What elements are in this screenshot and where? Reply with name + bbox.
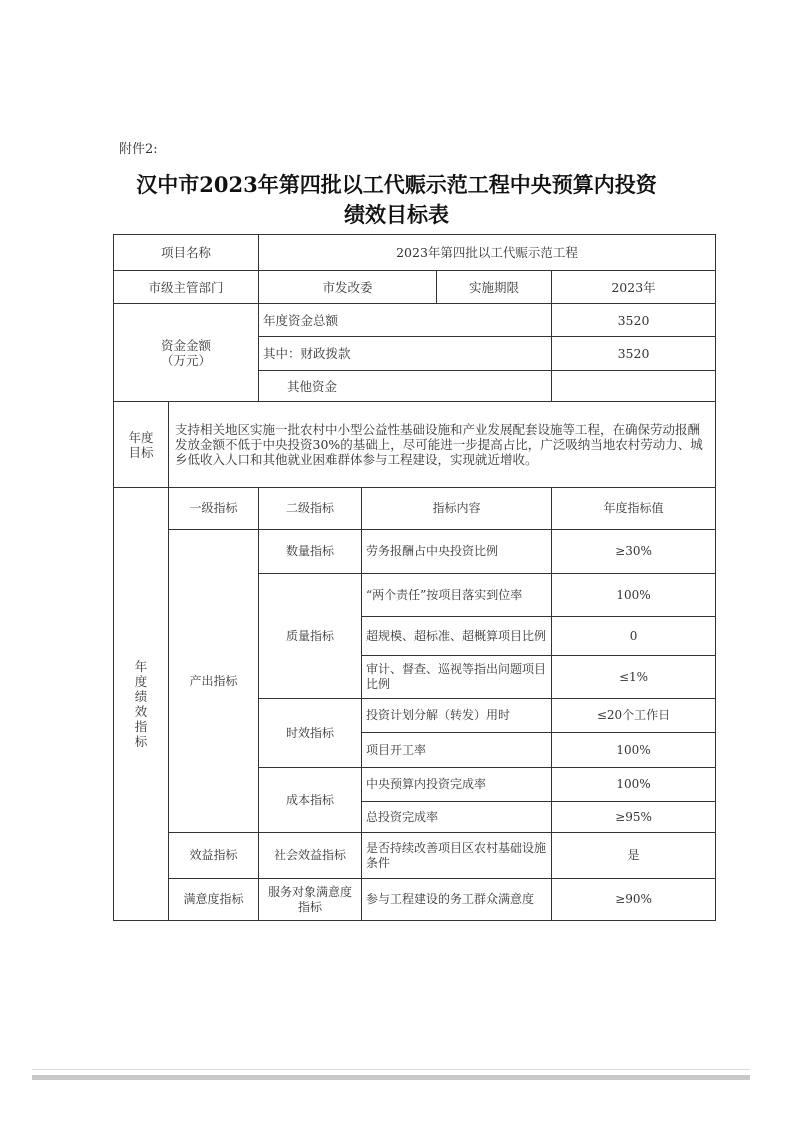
indicator-content: 投资计划分解（转发）用时 <box>362 699 552 733</box>
indicator-section-label: 年度绩效指标 <box>114 488 169 921</box>
performance-table <box>113 234 716 921</box>
indicator-content: 审计、督查、巡视等指出问题项目比例 <box>362 656 552 699</box>
indicator-value: 是 <box>552 833 716 879</box>
timeliness-indicator-label: 时效指标 <box>259 699 362 768</box>
header-level2: 二级指标 <box>259 488 362 530</box>
page-title <box>80 170 713 230</box>
output-indicator-label: 产出指标 <box>169 530 259 833</box>
indicator-value: 0 <box>552 617 716 656</box>
social-benefit-label: 社会效益指标 <box>259 833 362 879</box>
benefit-indicator-label: 效益指标 <box>169 833 259 879</box>
funds-other-value <box>552 371 716 402</box>
indicator-value: ≥95% <box>552 802 716 833</box>
table-row <box>114 879 716 921</box>
service-satisfaction-label: 服务对象满意度指标 <box>259 879 362 921</box>
funds-total-label: 年度资金总额 <box>259 304 552 337</box>
department-value: 市发改委 <box>259 271 437 304</box>
indicator-value: ≤20个工作日 <box>552 699 716 733</box>
indicator-header-row <box>114 488 716 530</box>
funds-other-label: 其他资金 <box>259 371 552 402</box>
indicator-value: 100% <box>552 733 716 768</box>
funds-total-row <box>114 304 716 337</box>
indicator-value: ≥90% <box>552 879 716 921</box>
indicator-content: 总投资完成率 <box>362 802 552 833</box>
indicator-value: 100% <box>552 574 716 617</box>
project-name-label: 项目名称 <box>114 235 259 271</box>
title-line-2: 绩效目标表 <box>344 202 449 227</box>
department-row <box>114 271 716 304</box>
indicator-content: 参与工程建设的务工群众满意度 <box>362 879 552 921</box>
cost-indicator-label: 成本指标 <box>259 768 362 833</box>
indicator-content: 是否持续改善项目区农村基础设施条件 <box>362 833 552 879</box>
department-label: 市级主管部门 <box>114 271 259 304</box>
indicator-content: “两个责任”按项目落实到位率 <box>362 574 552 617</box>
annual-goal-label: 年度目标 <box>114 402 169 488</box>
indicator-value: ≤1% <box>552 656 716 699</box>
annual-goal-text: 支持相关地区实施一批农村中小型公益性基础设施和产业发展配套设施等工程，在确保劳动报酬发放金额不低于中央投资30%的基础上，尽可能进一步提高占比，广泛吸纳当地农村劳动力、城乡低收入人口和其他就业困难群体参与工程建设，实现就近增收。 <box>169 402 716 488</box>
funds-total-value: 3520 <box>552 304 716 337</box>
title-line-1: 汉中市2023年第四批以工代赈示范工程中央预算内投资 <box>136 172 657 197</box>
quality-indicator-label: 质量指标 <box>259 574 362 699</box>
table-row <box>114 833 716 879</box>
satisfaction-indicator-label: 满意度指标 <box>169 879 259 921</box>
header-value: 年度指标值 <box>552 488 716 530</box>
period-value: 2023年 <box>552 271 716 304</box>
quantity-indicator-label: 数量指标 <box>259 530 362 574</box>
annual-goal-row <box>114 402 716 488</box>
indicator-value: ≥30% <box>552 530 716 574</box>
indicator-content: 中央预算内投资完成率 <box>362 768 552 802</box>
funds-label: 资金金额 <box>161 337 212 353</box>
scan-edge-band <box>32 1075 750 1080</box>
funds-fiscal-value: 3520 <box>552 337 716 371</box>
header-content: 指标内容 <box>362 488 552 530</box>
funds-label-cell <box>114 304 259 402</box>
indicator-content: 超规模、超标准、超概算项目比例 <box>362 617 552 656</box>
funds-fiscal-label: 其中：财政拨款 <box>259 337 552 371</box>
scan-edge-line <box>32 1069 750 1070</box>
attachment-label: 附件2: <box>119 142 158 157</box>
indicator-content: 劳务报酬占中央投资比例 <box>362 530 552 574</box>
indicator-value: 100% <box>552 768 716 802</box>
project-name-row <box>114 235 716 271</box>
period-label: 实施期限 <box>437 271 552 304</box>
header-level1: 一级指标 <box>169 488 259 530</box>
table-row <box>114 530 716 574</box>
funds-unit: （万元） <box>161 352 212 368</box>
indicator-content: 项目开工率 <box>362 733 552 768</box>
project-name-value: 2023年第四批以工代赈示范工程 <box>259 235 716 271</box>
